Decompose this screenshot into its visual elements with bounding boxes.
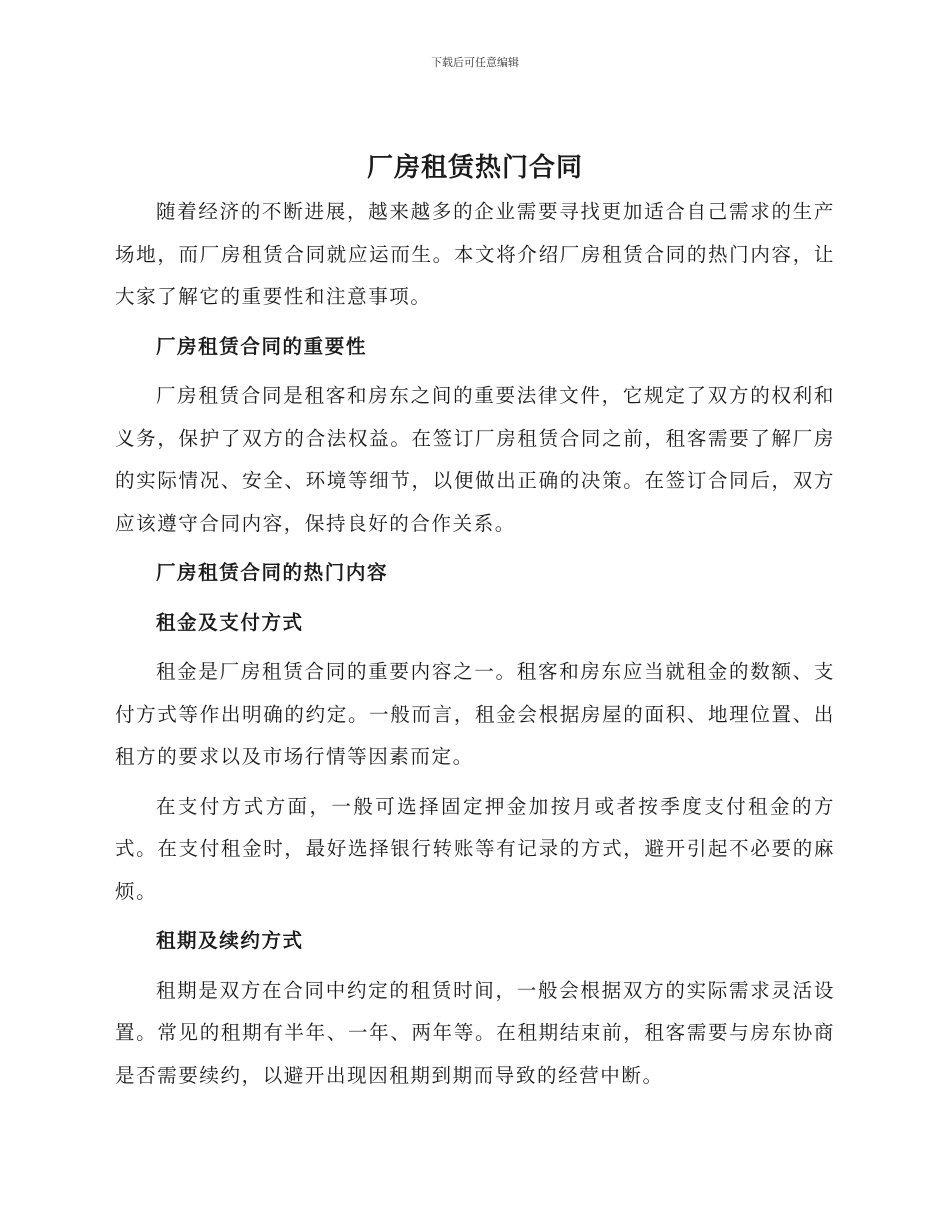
importance-paragraph: 厂房租赁合同是租客和房东之间的重要法律文件，它规定了双方的权利和义务，保护了双方的合法权益。在签订厂房租赁合同之前，租客需要了解厂房的实际情况、安全、环境等细节，以便做出正确的决策。在签订合同后，双方应该遵守合同内容，保持良好的合作关系。 bbox=[115, 384, 835, 535]
document-title: 厂房租赁热门合同 bbox=[366, 153, 583, 183]
lease-term-paragraph: 租期是双方在合同中约定的租赁时间，一般会根据双方的实际需求灵活设置。常见的租期有半年、一年、两年等。在租期结束前，租客需要与房东协商是否需要续约，以避开出现因租期到期而导致的经营中断。 bbox=[115, 978, 835, 1087]
section-heading-importance: 厂房租赁合同的重要性 bbox=[155, 334, 367, 358]
payment-method-paragraph: 在支付方式方面，一般可选择固定押金加按月或者按季度支付租金的方式。在支付租金时，最好选择银行转账等有记录的方式，避开引起不必要的麻烦。 bbox=[115, 794, 835, 903]
intro-paragraph: 随着经济的不断进展，越来越多的企业需要寻找更加适合自己需求的生产场地，而厂房租赁合同就应运而生。本文将介绍厂房租赁合同的热门内容，让大家了解它的重要性和注意事项。 bbox=[115, 200, 835, 308]
subheading-rent-payment: 租金及支付方式 bbox=[155, 610, 304, 634]
subheading-lease-term-renewal: 租期及续约方式 bbox=[155, 929, 304, 952]
rent-paragraph: 租金是厂房租赁合同的重要内容之一。租客和房东应当就租金的数额、支付方式等作出明确的约定。一般而言，租金会根据房屋的面积、地理位置、出租方的要求以及市场行情等因素而定。 bbox=[115, 660, 835, 768]
header-note: 下载后可任意编辑 bbox=[431, 56, 519, 69]
document-body bbox=[115, 148, 835, 1097]
section-heading-popular-content: 厂房租赁合同的热门内容 bbox=[155, 561, 389, 584]
